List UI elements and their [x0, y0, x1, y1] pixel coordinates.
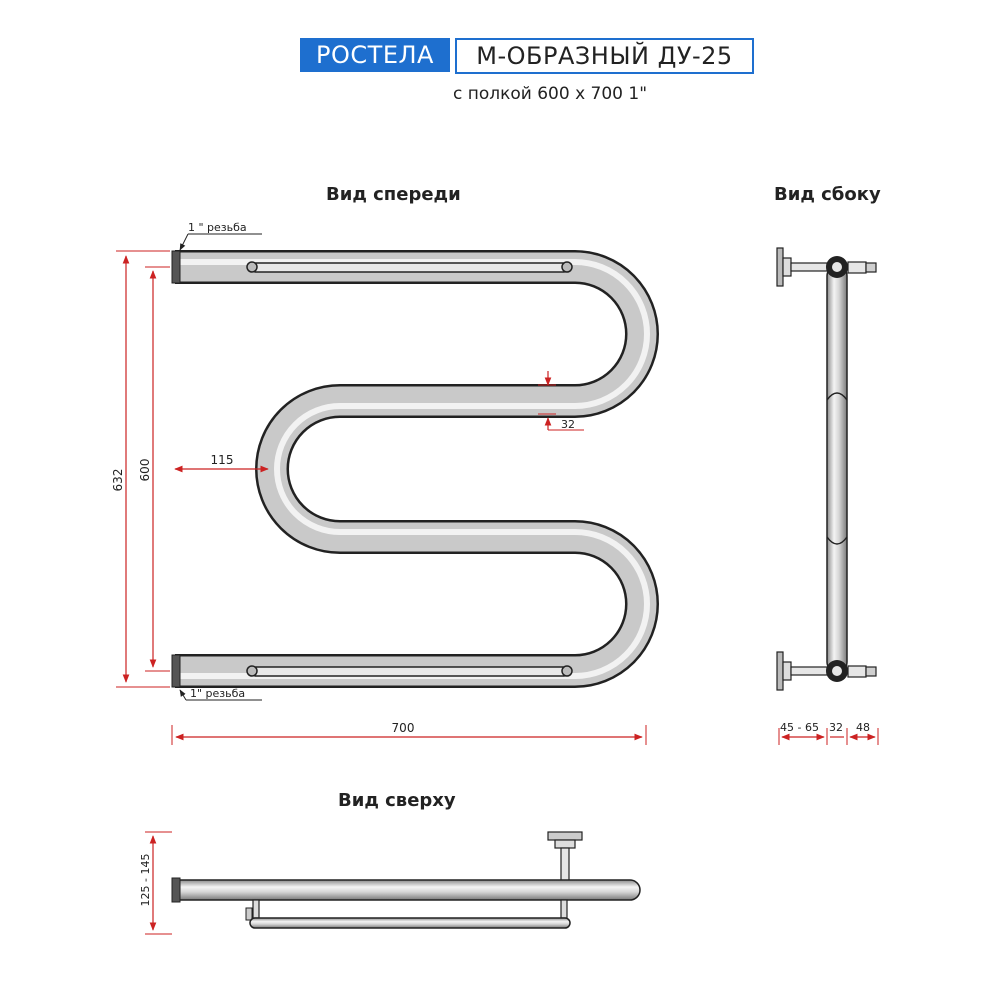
dimension-600-label: 600 [138, 458, 152, 482]
thread-callout-top [180, 221, 262, 250]
dimension-height-centers [138, 267, 170, 671]
subtitle: с полкой 600 х 700 1" [452, 84, 648, 104]
dimension-632-label: 632 [111, 468, 125, 492]
dimension-32-label: 32 [561, 418, 575, 431]
dimension-115-label: 115 [210, 453, 234, 467]
front-shelf-rods [247, 262, 572, 676]
dimension-side-outlet-label: 48 [856, 721, 870, 734]
top-view-title: Вид сверху [338, 790, 456, 811]
side-dimensions [779, 721, 878, 745]
thread-callout-bottom [180, 687, 262, 700]
brand-label: РОСТЕЛА [300, 38, 450, 72]
thread-top-label: 1 " резьба [188, 221, 247, 234]
model-label: М-ОБРАЗНЫЙ ДУ-25 [455, 38, 754, 74]
dimension-700-label: 700 [391, 721, 415, 735]
thread-bottom-label: 1" резьба [190, 687, 246, 700]
dimension-top-depth-label: 125 - 145 [139, 853, 152, 907]
side-view-title: Вид сбоку [774, 184, 881, 205]
dimension-top-depth [139, 832, 172, 934]
side-view [777, 248, 876, 690]
dimension-side-mount-label: 45 - 65 [780, 721, 819, 734]
dimension-side-pipe-label: 32 [829, 721, 843, 734]
top-view [172, 832, 640, 928]
front-view-title: Вид спереди [326, 184, 461, 205]
dimension-width [172, 721, 646, 745]
dimension-offset-left [175, 453, 268, 469]
